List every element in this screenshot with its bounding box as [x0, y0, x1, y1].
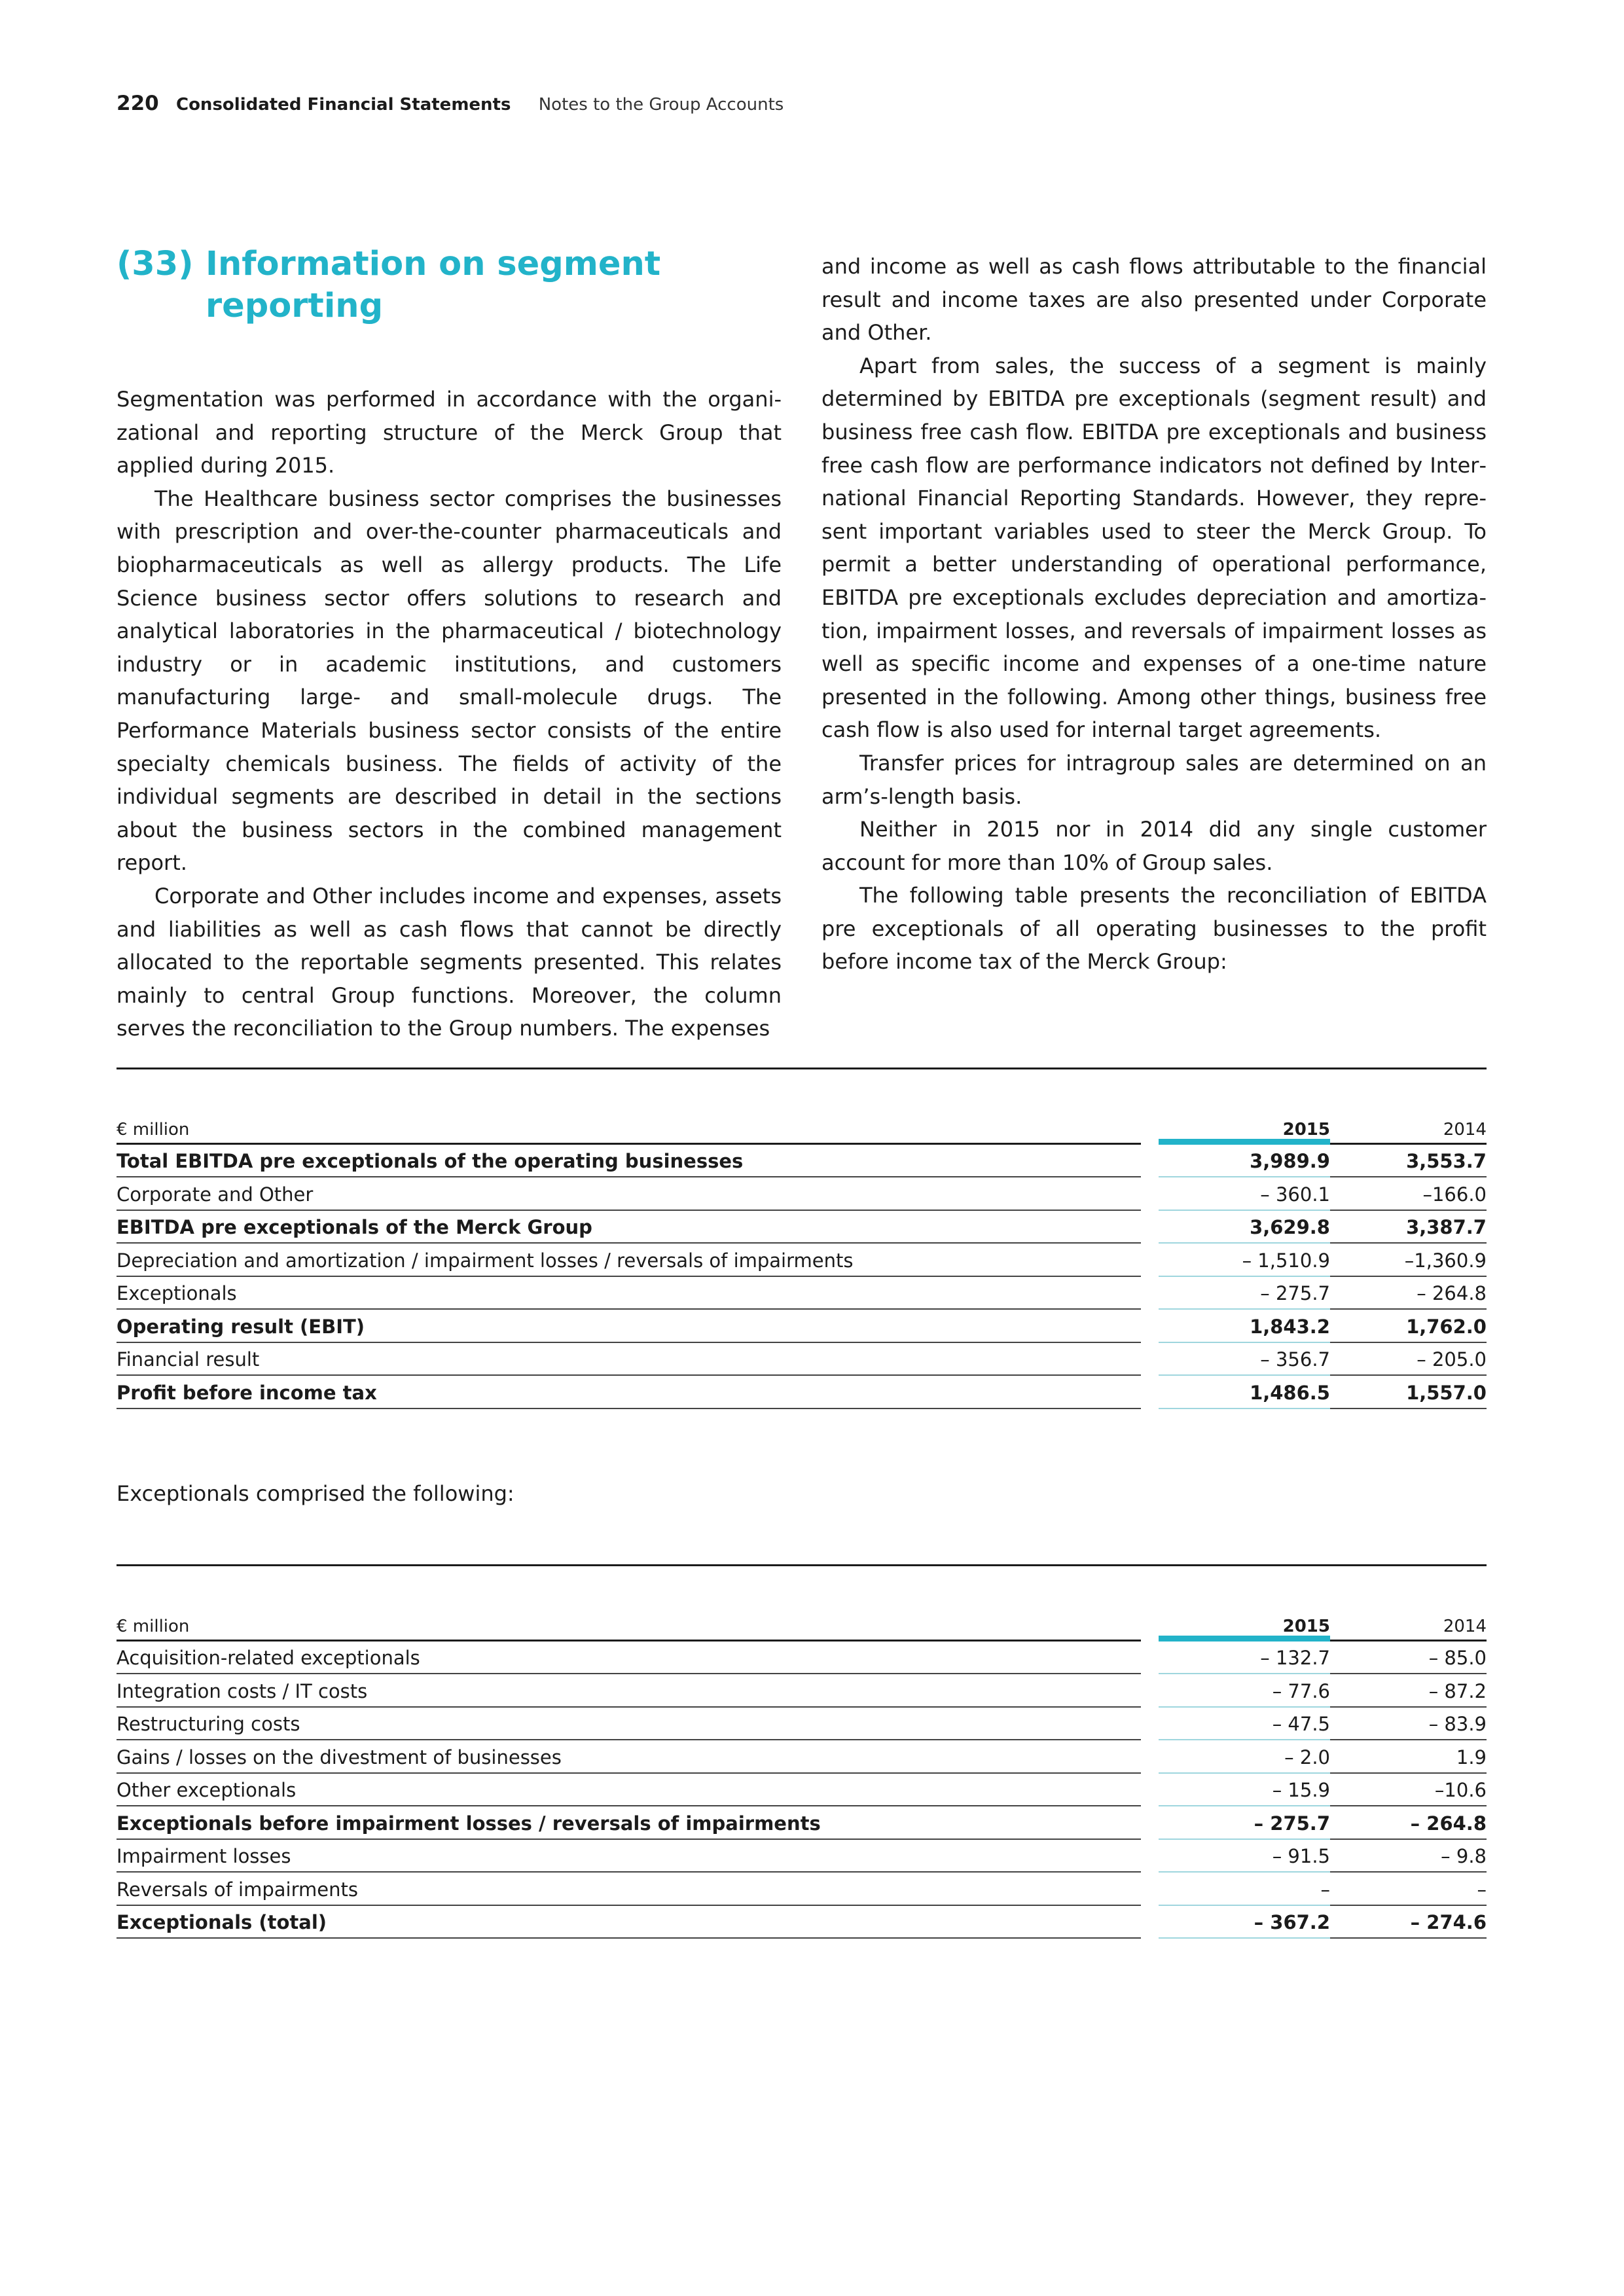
table-top-rule	[117, 1564, 1487, 1566]
table-row	[117, 1741, 1487, 1774]
value-2015: –	[1159, 1873, 1330, 1906]
paragraph: Transfer prices for intragroup sales are determined on an arm’s-length basis.	[821, 750, 1487, 809]
row-label: Restructuring costs	[117, 1708, 1141, 1740]
paragraph: The Healthcare business sector comprises the businesses with prescription and over-the-counter pharmaceuticals and biopharmaceuticals as well as allergy products. The Life Science business sector offers solutions to research and analytical laboratories in the pharmaceutical / biotechnology industry or in academic institutions, and customers manufacturing large- and small-molecule drugs. The Performance Materials business sector consists of the entire specialty chemicals business. The fields of activity of the individual segments are described in detail in the sections about the business sectors in the combined management report.	[117, 486, 782, 876]
value-2014: 1,762.0	[1330, 1310, 1487, 1343]
row-label: Gains / losses on the divestment of businesses	[117, 1741, 1141, 1774]
value-2015: – 367.2	[1159, 1906, 1330, 1939]
note-heading	[117, 243, 706, 327]
value-2014: – 85.0	[1330, 1641, 1487, 1674]
exceptionals-intro-text: Exceptionals comprised the following:	[117, 1481, 514, 1506]
row-label: Corporate and Other	[117, 1178, 1141, 1211]
table-row	[117, 1376, 1487, 1410]
value-2014: –1,360.9	[1330, 1244, 1487, 1277]
paragraph: Apart from sales, the success of a segment is mainly determined by EBITDA pre exceptionals (segment result) and business free cash flow. EBITDA pre exceptionals and business free cash flow are performance indicators not defined by International Financial Reporting Standards. However, they represent important variables used to steer the Merck Group. To permit a better understanding of operational performance, EBITDA pre exceptionals excludes depreciation and amortization, impairment losses, and reversals of impairment losses as well as specific income and expenses of a one-time nature presented in the following. Among other things, business free cash flow is also used for internal target agreements.	[821, 353, 1487, 743]
section-title: Consolidated Financial Statements	[175, 95, 511, 115]
table-row	[117, 1310, 1487, 1344]
value-2014: – 87.2	[1330, 1675, 1487, 1708]
value-2015: 3,989.9	[1159, 1145, 1330, 1177]
note-number: (33)	[117, 245, 194, 283]
value-2015: – 77.6	[1159, 1675, 1330, 1708]
column-header-2014: 2014	[1330, 1114, 1487, 1145]
value-2014: –166.0	[1330, 1178, 1487, 1211]
row-label: Integration costs / IT costs	[117, 1675, 1141, 1708]
value-2014: – 264.8	[1330, 1277, 1487, 1310]
row-label: EBITDA pre exceptionals of the Merck Group	[117, 1211, 1141, 1244]
value-2014: – 274.6	[1330, 1906, 1487, 1939]
table-top-rule	[117, 1067, 1487, 1069]
table-row	[117, 1840, 1487, 1873]
value-2015: – 1,510.9	[1159, 1244, 1330, 1277]
table-row	[117, 1178, 1487, 1211]
table-row	[117, 1807, 1487, 1840]
table-row	[117, 1906, 1487, 1939]
column-header-2015: 2015	[1159, 1611, 1330, 1641]
value-2015: – 356.7	[1159, 1343, 1330, 1376]
page-number: 220	[117, 92, 159, 115]
value-2014: 3,553.7	[1330, 1145, 1487, 1177]
value-2014: 1,557.0	[1330, 1376, 1487, 1409]
note-title: Information on segment reporting	[206, 245, 661, 325]
value-2015: – 2.0	[1159, 1741, 1330, 1774]
value-2014: – 83.9	[1330, 1708, 1487, 1740]
table-row	[117, 1343, 1487, 1376]
table-row	[117, 1774, 1487, 1807]
value-2015: – 132.7	[1159, 1641, 1330, 1674]
table-row	[117, 1211, 1487, 1244]
value-2014: –	[1330, 1873, 1487, 1906]
row-label: Reversals of impairments	[117, 1873, 1141, 1906]
value-2015: – 91.5	[1159, 1840, 1330, 1873]
table-body	[117, 1641, 1487, 1939]
row-label: Other exceptionals	[117, 1774, 1141, 1806]
value-2015: – 275.7	[1159, 1277, 1330, 1310]
row-label: Financial result	[117, 1343, 1141, 1376]
row-label: Exceptionals	[117, 1277, 1141, 1310]
value-2015: 3,629.8	[1159, 1211, 1330, 1244]
value-2015: – 15.9	[1159, 1774, 1330, 1806]
column-header-2014: 2014	[1330, 1611, 1487, 1641]
table-row	[117, 1145, 1487, 1178]
table-row	[117, 1708, 1487, 1741]
table-row	[117, 1675, 1487, 1708]
row-label: Exceptionals (total)	[117, 1906, 1141, 1939]
subsection-title: Notes to the Group Accounts	[538, 95, 784, 115]
value-2015: 1,486.5	[1159, 1376, 1330, 1409]
right-text-column	[821, 250, 1487, 978]
paragraph: Corporate and Other includes income and expenses, assets and liabilities as well as cash flows that cannot be directly allocated to the reportable segments presented. This relates mainly to central Group functions. Moreover, the column serves the reconciliation to the Group numbers. The expenses	[117, 883, 782, 1041]
unit-label: € million	[117, 1611, 1141, 1641]
paragraph: The following table presents the reconciliation of EBITDA pre exceptionals of all operating businesses to the profit before income tax of the Merck Group:	[821, 883, 1487, 975]
row-label: Depreciation and amortization / impairment losses / reversals of impairments	[117, 1244, 1141, 1277]
column-header-2015: 2015	[1159, 1114, 1330, 1145]
row-label: Total EBITDA pre exceptionals of the operating businesses	[117, 1145, 1141, 1177]
unit-label: € million	[117, 1114, 1141, 1145]
value-2015: – 360.1	[1159, 1178, 1330, 1211]
table-header-row	[117, 1114, 1487, 1145]
row-label: Acquisition-related exceptionals	[117, 1641, 1141, 1674]
value-2014: –10.6	[1330, 1774, 1487, 1806]
table-header-row	[117, 1611, 1487, 1641]
paragraph: and income as well as cash flows attributable to the financial result and income taxes are also presented under Corporate and Other.	[821, 254, 1487, 346]
value-2015: – 275.7	[1159, 1807, 1330, 1840]
row-label: Exceptionals before impairment losses / reversals of impairments	[117, 1807, 1141, 1840]
value-2015: 1,843.2	[1159, 1310, 1330, 1343]
left-text-column	[117, 383, 782, 1045]
page-header	[117, 92, 784, 116]
row-label: Profit before income tax	[117, 1376, 1141, 1409]
value-2014: 1.9	[1330, 1741, 1487, 1774]
table-row	[117, 1277, 1487, 1310]
exceptionals-table	[117, 1564, 1487, 1939]
value-2015: – 47.5	[1159, 1708, 1330, 1740]
table-row	[117, 1244, 1487, 1278]
table-row	[117, 1873, 1487, 1907]
table-row	[117, 1641, 1487, 1675]
table-body	[117, 1145, 1487, 1409]
paragraph: Segmentation was performed in accordance with the organizational and reporting structure of the Merck Group that applied during 2015.	[117, 387, 782, 478]
value-2014: – 9.8	[1330, 1840, 1487, 1873]
ebitda-reconciliation-table	[117, 1067, 1487, 1409]
value-2014: 3,387.7	[1330, 1211, 1487, 1244]
value-2014: – 205.0	[1330, 1343, 1487, 1376]
value-2014: – 264.8	[1330, 1807, 1487, 1840]
paragraph: Neither in 2015 nor in 2014 did any single customer account for more than 10% of Group sales.	[821, 817, 1487, 875]
row-label: Impairment losses	[117, 1840, 1141, 1873]
row-label: Operating result (EBIT)	[117, 1310, 1141, 1343]
